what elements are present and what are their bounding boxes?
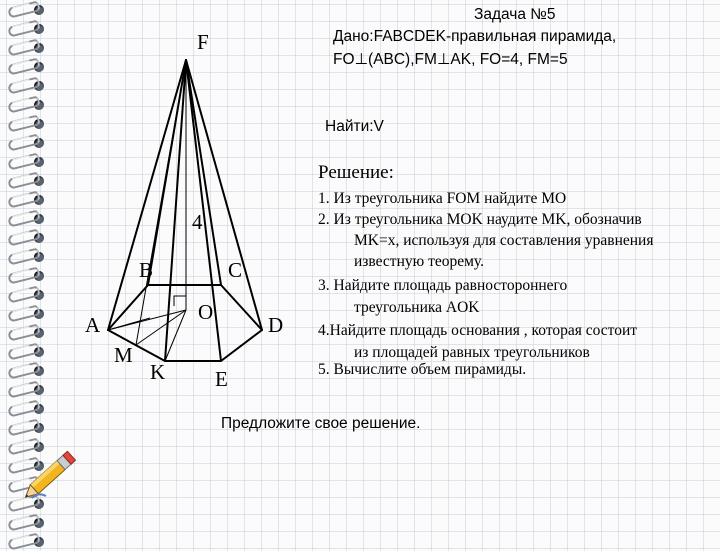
solution-step-4-cont: из площадей равных треугольников — [354, 344, 590, 361]
label-B: B — [139, 258, 154, 282]
apothem-FM — [136, 60, 186, 345]
given-line-1: Дано:FABCDEK-правильная пирамида, — [333, 28, 617, 45]
label-M: M — [114, 343, 133, 367]
label-O: O — [198, 300, 214, 324]
edge-FA — [108, 60, 186, 330]
solution-step-4: 4.Найдите площадь основания , которая состоит — [318, 322, 638, 339]
given-line-2: FO⊥(ABC),FM⊥AK, FO=4, FM=5 — [333, 51, 568, 68]
label-F: F — [197, 30, 209, 54]
edge-FK — [165, 60, 186, 361]
edge-FC — [186, 60, 221, 285]
find-text: Найти:V — [325, 118, 384, 135]
pencil-icon — [22, 448, 82, 504]
task-title: Задача №5 — [474, 6, 556, 23]
solution-step-2: 2. Из треугольника MOK наудите MK, обозначив — [318, 211, 642, 228]
solution-step-1: 1. Из треугольника FOM найдите MO — [318, 190, 567, 207]
label-K: K — [150, 360, 166, 384]
solution-step-2-cont-2: известную теорему. — [354, 253, 484, 270]
label-C: C — [228, 258, 243, 282]
label-E: E — [215, 367, 228, 391]
solution-step-2-cont-1: MK=x, используя для составления уравнения — [354, 232, 654, 249]
right-angle-mark — [174, 296, 186, 306]
prompt-text: Предложите свое решение. — [221, 415, 421, 432]
label-D: D — [268, 313, 284, 337]
solution-step-3: 3. Найдите площадь равностороннего — [318, 277, 568, 294]
label-A: A — [85, 313, 101, 337]
label-height: 4 — [192, 210, 203, 234]
solution-heading: Решение: — [318, 162, 394, 183]
solution-step-5: 5. Вычислите объем пирамиды. — [318, 361, 527, 378]
solution-step-3-cont: треугольника AOK — [354, 299, 480, 316]
